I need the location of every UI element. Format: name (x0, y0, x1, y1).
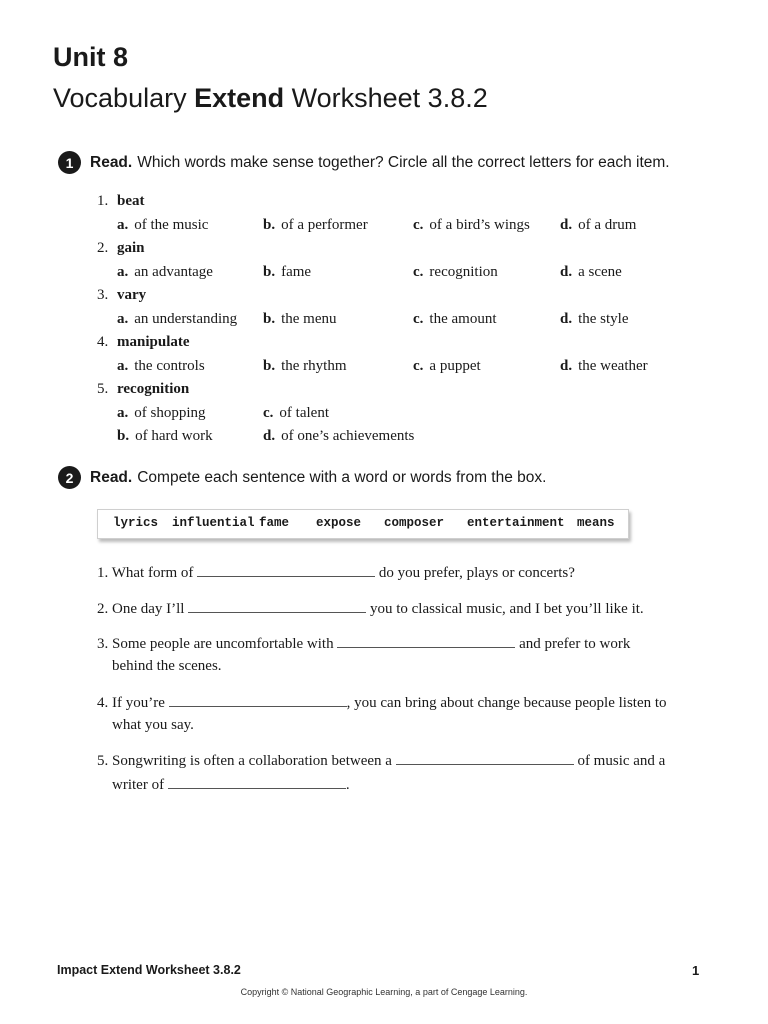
option-text: recognition (429, 264, 498, 280)
word-box-item: composer (384, 516, 445, 530)
word-box-item: influential (172, 516, 255, 530)
sentence-text: 5. Songwriting is often a collaboration between a (97, 753, 392, 769)
item-number: 2. (97, 240, 109, 256)
option-text: of a bird’s wings (429, 217, 530, 233)
option-letter: b. (263, 311, 276, 327)
copyright-notice: Copyright © National Geographic Learning, a part of Cengage Learning. (240, 987, 528, 997)
section1-badge: 1 (58, 151, 81, 174)
option-letter: d. (560, 358, 573, 374)
option-text: of a performer (281, 217, 368, 233)
option-text: a puppet (429, 358, 481, 374)
section2-instruction-text: Compete each sentence with a word or words from the box. (137, 468, 547, 486)
option-text: the style (578, 311, 629, 327)
sentence-text: 2. One day I’ll (97, 601, 185, 617)
sentence-4 (97, 694, 667, 712)
item-number: 4. (97, 334, 109, 350)
item-word: gain (117, 240, 145, 256)
option-letter: a. (117, 311, 129, 327)
sentence-text: of music and a (577, 753, 666, 769)
option-text: of talent (279, 405, 329, 421)
item-number: 3. (97, 287, 109, 303)
word-box-item: means (577, 516, 615, 530)
option[interactable] (117, 217, 208, 234)
option[interactable] (413, 217, 530, 234)
answer-blank[interactable] (396, 752, 574, 765)
option[interactable] (560, 311, 629, 328)
option-letter: c. (413, 358, 424, 374)
option-text: of a drum (578, 217, 637, 233)
option-letter: d. (263, 428, 276, 444)
item-number: 5. (97, 381, 109, 397)
option-letter: d. (560, 311, 573, 327)
title-suffix: Worksheet 3.8.2 (284, 83, 488, 113)
option-text: the weather (578, 358, 648, 374)
sentence-text: , you can bring about change because people listen to (346, 695, 667, 711)
option-letter: b. (263, 217, 276, 233)
option-text: of the music (134, 217, 209, 233)
sentence-text: 1. What form of (97, 565, 194, 581)
sentence-text: 4. If you’re (97, 695, 165, 711)
page-number: 1 (692, 963, 700, 978)
option-text: of shopping (134, 405, 206, 421)
sentence-text: . (345, 777, 350, 793)
option[interactable] (413, 264, 498, 281)
section2-badge: 2 (58, 466, 81, 489)
option[interactable] (413, 311, 497, 328)
option[interactable] (117, 405, 206, 422)
option[interactable] (263, 264, 311, 281)
sentence-5-continued (112, 776, 350, 794)
sentence-2 (97, 600, 644, 618)
answer-blank[interactable] (169, 694, 347, 707)
sentence-3-continued: behind the scenes. (112, 658, 222, 674)
answer-blank[interactable] (337, 635, 515, 648)
section2-read: Read. (90, 468, 133, 486)
option-letter: b. (263, 358, 276, 374)
option[interactable] (560, 264, 622, 281)
option-letter: c. (413, 311, 424, 327)
page-title (53, 83, 488, 114)
sentence-text: you to classical music, and I bet you’ll like it. (369, 601, 644, 617)
option[interactable] (263, 358, 347, 375)
option-letter: c. (413, 217, 424, 233)
word-box-item: entertainment (467, 516, 565, 530)
sentence-5 (97, 752, 665, 770)
section1-read: Read. (90, 153, 133, 171)
sentence-text: writer of (112, 777, 165, 793)
option-text: an understanding (134, 311, 238, 327)
option-letter: d. (560, 264, 573, 280)
option-letter: a. (117, 405, 129, 421)
option[interactable] (117, 358, 205, 375)
answer-blank[interactable] (188, 600, 366, 613)
item-word: recognition (117, 381, 190, 397)
word-box-item: fame (259, 516, 290, 530)
option-letter: a. (117, 217, 129, 233)
option-text: the amount (429, 311, 497, 327)
item-number: 1. (97, 193, 109, 209)
sentence-text: and prefer to work (519, 636, 631, 652)
option-text: fame (281, 264, 312, 280)
section1-instruction-text: Which words make sense together? Circle all the correct letters for each item. (137, 153, 670, 171)
option[interactable] (560, 358, 648, 375)
sentence-text: do you prefer, plays or concerts? (378, 565, 575, 581)
item-word: manipulate (117, 334, 190, 350)
section1-instruction (58, 151, 670, 174)
option[interactable] (117, 264, 213, 281)
option-letter: b. (263, 264, 276, 280)
option-letter: c. (413, 264, 424, 280)
footer-worksheet-name: Impact Extend Worksheet 3.8.2 (57, 963, 241, 977)
title-bold: Extend (194, 83, 285, 113)
word-box-item: expose (316, 516, 362, 530)
answer-blank[interactable] (168, 776, 346, 789)
sentence-text: 3. Some people are uncomfortable with (97, 636, 334, 652)
sentence-1 (97, 564, 575, 582)
title-prefix: Vocabulary (53, 83, 195, 113)
option-text: the rhythm (281, 358, 347, 374)
sentence-4-continued: what you say. (112, 717, 194, 733)
option[interactable] (263, 217, 368, 234)
item-word: beat (117, 193, 145, 209)
word-box-item: lyrics (113, 516, 159, 530)
option[interactable] (413, 358, 481, 375)
sentence-3 (97, 635, 630, 653)
option-text: of hard work (135, 428, 213, 444)
option[interactable] (263, 428, 414, 445)
option-letter: b. (117, 428, 130, 444)
option[interactable] (117, 428, 213, 445)
item-word: vary (117, 287, 147, 303)
option-text: an advantage (134, 264, 213, 280)
option[interactable] (263, 311, 337, 328)
word-box (97, 509, 629, 539)
section2-instruction (58, 466, 546, 489)
answer-blank[interactable] (197, 564, 375, 577)
option[interactable] (560, 217, 636, 234)
option-letter: d. (560, 217, 573, 233)
unit-heading: Unit 8 (53, 42, 129, 72)
option-letter: a. (117, 264, 129, 280)
option-text: the controls (134, 358, 205, 374)
option-text: of one’s achievements (281, 428, 415, 444)
option-text: the menu (281, 311, 337, 327)
option-text: a scene (578, 264, 622, 280)
option-letter: c. (263, 405, 274, 421)
option[interactable] (117, 311, 237, 328)
option-letter: a. (117, 358, 129, 374)
option[interactable] (263, 405, 329, 422)
